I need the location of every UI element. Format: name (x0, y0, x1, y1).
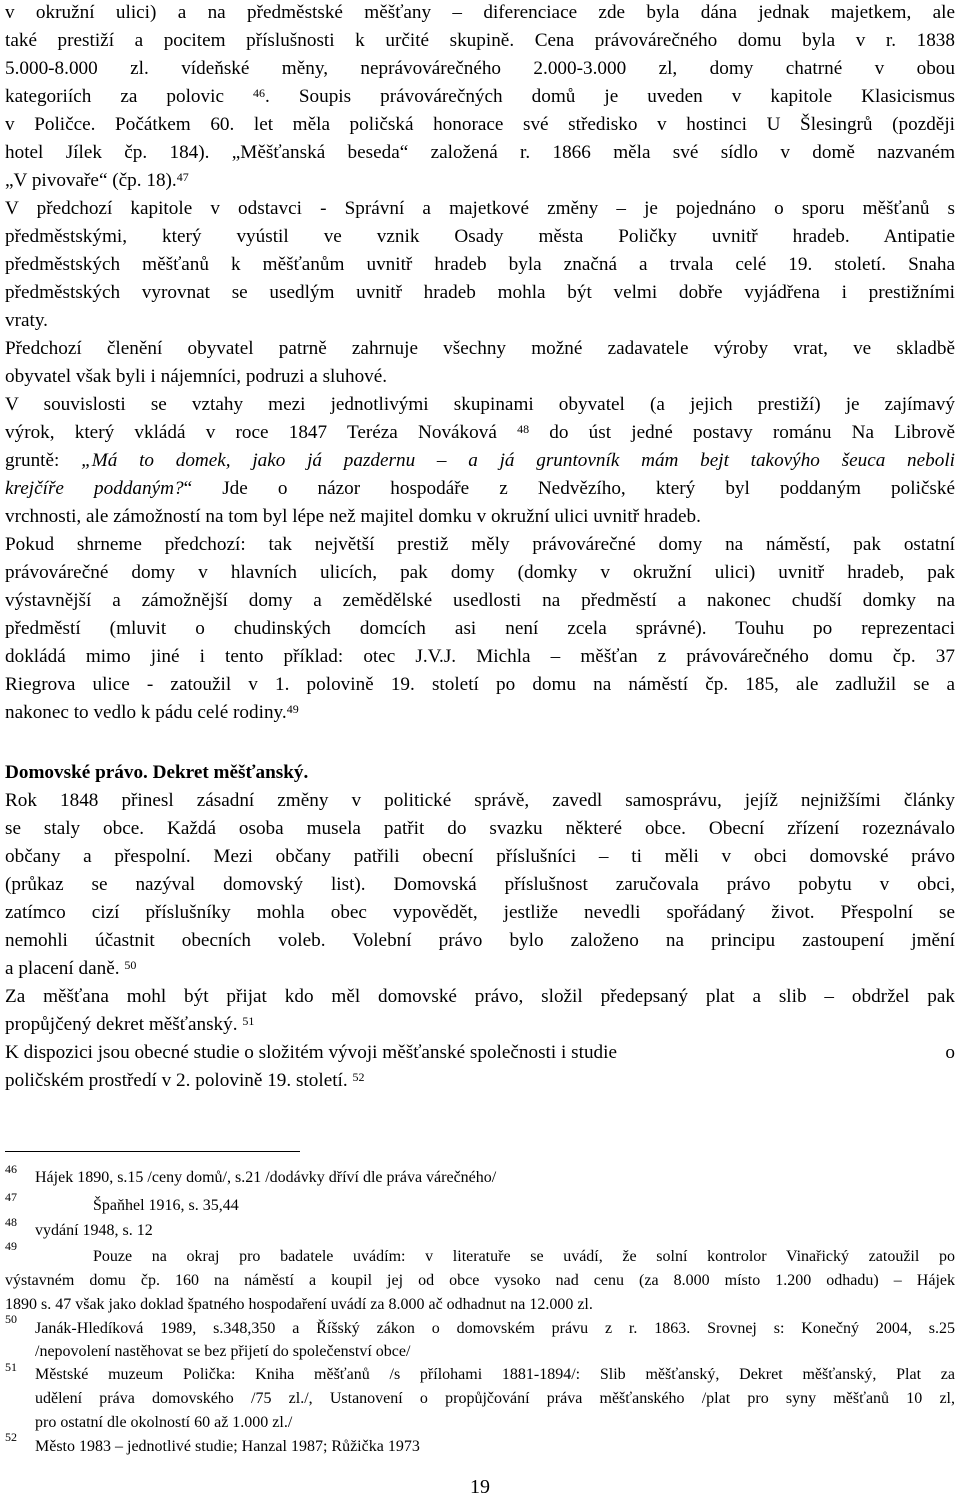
text-line: v Poličce. Počátkem 60. let měla poličská honorace své středisko v hostinci U Šlesingrů (později (5, 114, 955, 135)
footnote-text: 1890 s. 47 však jako doklad špatného hospodaření uvádí za 8.000 ač odhadnut na 12.000 zl. (5, 1296, 593, 1313)
text-line: předměstí (mluvit o chudinských domcích asi není zcela správné). Touhu po reprezentaci (5, 618, 955, 639)
text-line: Předchozí členění obyvatel patrně zahrnuje všechny možné zadavatele výroby vrat, ve skladbě (5, 338, 955, 359)
text-line: V předchozí kapitole v odstavci - Správní a majetkové změny – je pojednáno o sporu měšťanů s (5, 198, 955, 219)
text-line: právovárečné domy v hlavních ulicích, pak domy (domky v okružní ulici) uvnitř hradeb, pak (5, 562, 955, 583)
text-line: „V pivovaře“ (čp. 18).$^{47}$ (5, 170, 189, 191)
text-line: obyvatel však byli i nájemníci, podruzi a sluhové. (5, 366, 388, 387)
text-line: poličském prostředí v 2. polovině 19. století. $^{52}$ (5, 1070, 365, 1091)
text-line: Rok 1848 přinesl zásadní změny v politické správě, zavedl samosprávu, jejíž nejnižšími články (5, 790, 955, 811)
footnote-text: vydání 1948, s. 12 (35, 1222, 153, 1239)
footnote-ref[interactable]: 51 (242, 1014, 255, 1028)
text-line: předměstských měšťanů k měšťanům uvnitř hradeb byla značná a trvala celé 19. století. Snaha (5, 254, 955, 275)
footnote-text: Hájek 1890, s.15 /ceny domů/, s.21 /dodávky dříví dle práva várečného/ (35, 1169, 497, 1186)
footnote-text: /nepovolení nastěhovat se bez přijetí do společenství obce/ (35, 1343, 411, 1360)
footnote-text: Špaňhel 1916, s. 35,44 (93, 1197, 239, 1214)
quote-italic: „Má to domek, jako já pazdernu – a já gruntovník mám bejt takovýho šeuca neboli (81, 450, 955, 471)
section-heading: Domovské právo. Dekret měšťanský. (5, 762, 309, 783)
footnote-number: 48 (5, 1215, 17, 1229)
text-line: kategoriích za polovic $^{46}$. Soupis právovárečných domů je uveden v kapitole Klasicismus (5, 86, 955, 107)
footnote-text: výstavném domu čp. 160 na náměstí a koupil jej od obce vysoko nad cenu (za 8.000 místo 1.200 odhadu) – Hájek (5, 1272, 955, 1289)
footnote-number: 52 (5, 1430, 17, 1444)
footnote-divider (5, 1151, 300, 1152)
footnote-text: Městské muzeum Polička: Kniha měšťanů /s přílohami 1881-1894/: Slib měšťanský, Dekret měšťanský, Plat za (35, 1366, 955, 1383)
text-line: výrok, který vkládá v roce 1847 Teréza Nováková $^{48}$ do úst jedné postavy románu Na Librově (5, 422, 955, 443)
text-line: vraty. (5, 310, 48, 331)
text-line: v okružní ulici) a na předměstské měšťany – diferenciace zde byla dána jednak majetkem, ale (5, 2, 955, 23)
text-line: vrchnosti, ale zámožností na tom byl lépe než majitel domku v okružní ulici uvnitř hradeb. (5, 506, 701, 527)
text-line: V souvislosti se vztahy mezi jednotlivými skupinami obyvatel (a jejich prestiží) je zajímavý (5, 394, 955, 415)
footnote-ref[interactable]: 50 (124, 958, 137, 972)
footnote-ref[interactable]: 47 (176, 170, 189, 184)
text-line: gruntě: „Má to domek, jako já pazdernu – a já gruntovník mám bejt takovýho šeuca neboli (5, 450, 955, 471)
footnote-ref[interactable]: 49 (286, 702, 299, 716)
text-line: Za měšťana mohl být přijat kdo měl domovské právo, složil předepsaný plat a slib – obdržel pak (5, 986, 955, 1007)
text-line: K dispozici jsou obecné studie o složitém vývoji měšťanské společnosti i studie o (5, 1042, 955, 1063)
text-line: občany a přespolní. Mezi občany patřili obecní příslušníci – ti měli v obci domovské právo (5, 846, 955, 867)
footnote-text: Janák-Hledíková 1989, s.348,350 a Říšský zákon o domovském právu z r. 1863. Srovnej s: Konečný 2004, s.25 (35, 1320, 955, 1337)
text-line: 5.000-8.000 zl. vídeňské měny, neprávovárečného 2.000-3.000 zl, domy chatrné v obou (5, 58, 955, 79)
footnote-ref[interactable]: 48 (517, 422, 530, 436)
text-line: Riegrova ulice - zatoužil v 1. polovině 19. století po domu na náměstí čp. 185, ale zadlužil se a (5, 674, 955, 695)
text-line: nakonec to vedlo k pádu celé rodiny.$^{49}$ (5, 702, 299, 723)
text-line: dokládá mimo jiné i tento příklad: otec J.V.J. Michla – měšťan z právovárečného domu čp. 37 (5, 646, 955, 667)
footnote-text: Město 1983 – jednotlivé studie; Hanzal 1987; Růžička 1973 (35, 1438, 420, 1455)
quote-italic: krejčíře poddaným? (5, 478, 184, 499)
page-number: 19 (470, 1476, 490, 1498)
text-line: předměstských vyrovnat se usedlým uvnitř hradeb mohla být velmi dobře vyjádřena i prestižními (5, 282, 955, 303)
footnote-text: udělení práva domovského /75 zl./, Ustanovení o propůjčování práva měšťanského /plat pro syny měšťanů 10 zl, (35, 1390, 955, 1407)
footnote-number: 46 (5, 1162, 17, 1176)
footnote-ref[interactable]: 46 (253, 86, 265, 100)
footnote-number: 51 (5, 1360, 17, 1374)
text-line: hotel Jílek čp. 184). „Měšťanská beseda“ založená r. 1866 měla své sídlo v domě nazvaném (5, 142, 955, 163)
text-line: nemohli účastnit obecních voleb. Volební právo bylo založeno na principu zastoupení jmění (5, 930, 955, 951)
footnote-number: 49 (5, 1239, 17, 1253)
text-line: také prestiží a pocitem příslušnosti k určité skupině. Cena právovárečného domu byla v r. 1838 (5, 30, 955, 51)
footnote-text: pro ostatní dle okolností 60 až 1.000 zl./ (35, 1414, 293, 1431)
text-line: předměstskými, který vyústil ve vznik Osady města Poličky uvnitř hradeb. Antipatie (5, 226, 955, 247)
footnote-number: 47 (5, 1190, 17, 1204)
text-line: výstavnější a zámožnější domy a zemědělské usedlosti na předměstí a nakonec chudší domky na (5, 590, 955, 611)
footnote-text: Pouze na okraj pro badatele uvádím: v literatuře se uvádí, že solní kontrolor Vinařický zatoužil po (93, 1248, 955, 1265)
text-line: se staly obce. Každá osoba musela patřit do svazku některé obce. Obecní zřízení rozeznávalo (5, 818, 955, 839)
text-line: propůjčený dekret měšťanský. $^{51}$ (5, 1014, 255, 1035)
footnote-ref[interactable]: 52 (352, 1070, 365, 1084)
text-line: a placení daně. $^{50}$ (5, 958, 137, 979)
text-line: (průkaz se nazýval domovský list). Domovská příslušnost zaručovala právo pobytu v obci, (5, 874, 955, 895)
text-line: Pokud shrneme předchozí: tak největší prestiž měly právovárečné domy na náměstí, pak ostatní (5, 534, 955, 555)
text-line: krejčíře poddaným?“ Jde o názor hospodáře z Nedvězího, který byl poddaným poličské (5, 478, 955, 499)
text-line: zatímco cizí příslušníky mohla obec vypovědět, jestliže nevedli spořádaný život. Přespolní se (5, 902, 955, 923)
footnote-number: 50 (5, 1312, 17, 1326)
